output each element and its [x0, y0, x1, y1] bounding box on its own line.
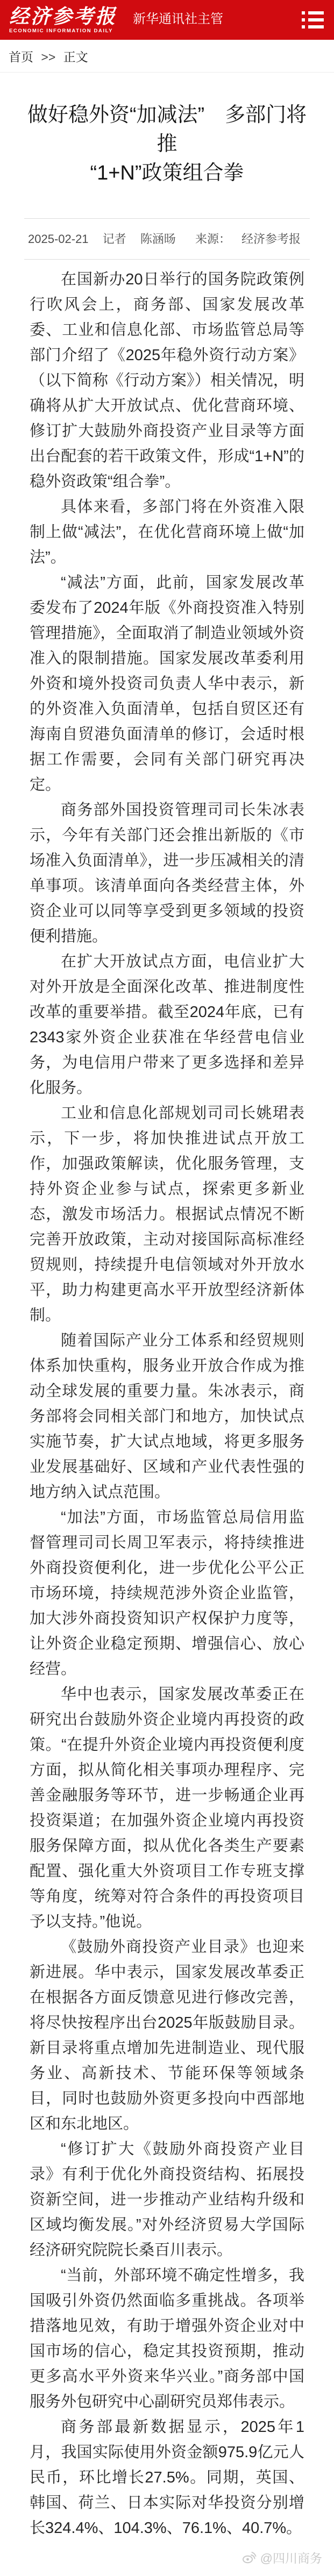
logo-calligraphy-text: 经济参考报	[9, 4, 117, 28]
article-body	[0, 260, 334, 2546]
article-paragraph: “减法”方面，此前，国家发展改革委发布了2024年版《外商投资准入特别管理措施》，全面取消了制造业领域外资准入的限制措施。国家发展改革委利用外资和境外投资司负责人华中表示，新的外资准入负面清单，包括自贸区还有海南自贸港负面清单的修订，会适时根据工作需要，会同有关部门研究再决定。	[30, 574, 304, 793]
article-paragraph: “修订扩大《鼓励外商投资产业目录》有利于优化外商投资结构、拓展投资新空间，进一步推动产业结构升级和区域均衡发展。”对外经济贸易大学国际经济研究院院长桑百川表示。	[30, 2140, 304, 2259]
article-paragraph: 商务部最新数据显示，2025年1月，我国实际使用外资金额975.9亿元人民币，环比增长27.5%。同期，英国、韩国、荷兰、日本实际对华投资分别增长324.4%、104.3%、76.1%、40.7%。	[30, 2418, 304, 2537]
menu-dot	[302, 11, 305, 15]
breadcrumb-current: 正文	[63, 50, 88, 64]
article-title	[0, 86, 334, 204]
newspaper-logo[interactable]	[9, 6, 117, 34]
article-paragraph: 工业和信息化部规划司司长姚珺表示，下一步，将加快推进试点开放工作，加强政策解读，优化服务管理，支持外资企业参与试点，探索更多新业态，激发市场活力。根据试点情况不断完善开放政策，主动对接国际高标准经贸规则，持续提升电信领域对外开放水平，助力构建更高水平开放型经济新体制。	[30, 1104, 304, 1324]
meta-source-label: 来源：	[195, 232, 231, 246]
article-meta-row	[0, 219, 334, 259]
menu-bar	[308, 25, 324, 28]
breadcrumb-separator: >>	[41, 50, 56, 64]
article-paragraph: 随着国际产业分工体系和经贸规则体系加快重构，服务业开放合作成为推动全球发展的重要力量。朱冰表示，商务部将会同相关部门和地方，加快试点实施节奏，扩大试点地域，将更多服务业发展基础好、区域和产业代表性强的地方纳入试点范围。	[30, 1332, 304, 1501]
breadcrumb	[0, 40, 334, 73]
menu-bar	[308, 11, 324, 15]
article-paragraph: “当前，外部环境不确定性增多，我国吸引外资仍然面临多重挑战。各项举措落地见效，有助于增强外资企业对中国市场的信心，稳定其投资预期，推动更多高水平外资来华兴业。”商务部中国服务外包研究中心副研究员郑伟表示。	[30, 2266, 304, 2410]
menu-list-icon[interactable]	[301, 9, 325, 31]
article-paragraph: 具体来看，多部门将在外资准入限制上做“减法”，在优化营商环境上做“加法”。	[30, 498, 304, 566]
menu-dot	[302, 25, 305, 28]
article-paragraph: 在扩大开放试点方面，电信业扩大对外开放是全面深化改革、推进制度性改革的重要举措。截至2024年底，已有2343家外资企业获准在华经营电信业务，为电信用户带来了更多选择和差异化服务。	[30, 953, 304, 1097]
article-paragraph: 《鼓励外商投资产业目录》也迎来新进展。华中表示，国家发展改革委正在根据各方面反馈意见进行修改完善，将尽快按程序出台2025年版鼓励目录。新目录将重点增加先进制造业、现代服务业、高新技术、节能环保等领域条目，同时也鼓励外资更多投向中西部地区和东北地区。	[30, 1938, 304, 2133]
menu-dot	[302, 18, 305, 22]
supervisor-label: 新华通讯社主管	[133, 11, 223, 26]
logo-english-subtitle: ECONOMIC INFORMATION DAILY	[9, 28, 113, 34]
breadcrumb-home-link[interactable]: 首页	[9, 50, 33, 64]
article-title-line2: “1+N”政策组合拳	[90, 162, 244, 185]
meta-source-name: 经济参考报	[241, 232, 301, 246]
meta-source	[190, 232, 306, 246]
meta-date: 2025-02-21	[28, 232, 89, 246]
weibo-icon	[242, 2551, 257, 2564]
watermark-account: @四川商务	[260, 2551, 322, 2565]
article-paragraph: “加法”方面，市场监管总局信用监督管理司司长周卫军表示，将持续推进外商投资便利化，进一步优化公平公正市场环境，持续规范涉外资企业监管，加大涉外商投资知识产权保护力度等，让外资企业稳定预期、增强信心、放心经营。	[30, 1508, 304, 1678]
menu-icon-row	[302, 25, 324, 28]
watermark	[0, 2546, 334, 2576]
header-banner	[0, 0, 334, 40]
article-paragraph: 华中也表示，国家发展改革委正在研究出台鼓励外资企业境内再投资的政策。“在提升外资企业境内再投资便利度方面，拟从简化相关事项办理程序、完善金融服务等环节，进一步畅通企业再投资渠道；在加强外资企业境内再投资服务保障方面，拟从优化各类生产要素配置、强化重大外资项目工作专班支撑等角度，统筹对符合条件的再投资项目予以支持。”他说。	[30, 1685, 304, 1930]
article-paragraph: 商务部外国投资管理司司长朱冰表示，今年有关部门还会推出新版的《市场准入负面清单》，进一步压减相关的清单事项。该清单面向各类经营主体，外资企业可以同等享受到更多领域的投资便利措施。	[30, 801, 304, 945]
meta-reporter-name: 陈涵旸	[140, 232, 176, 246]
menu-bar	[308, 18, 324, 22]
menu-icon-row	[302, 11, 324, 15]
menu-icon-row	[302, 18, 324, 22]
meta-reporter-label: 记者	[102, 232, 126, 246]
article-paragraph: 在国新办20日举行的国务院政策例行吹风会上，商务部、国家发展改革委、工业和信息化部、市场监管总局等部门介绍了《2025年稳外资行动方案》（以下简称《行动方案》）相关情况，明确将从扩大开放试点、优化营商环境、修订扩大鼓励外商投资产业目录等方面出台配套的若干政策文件，形成“1+N”的稳外资政策“组合拳”。	[30, 270, 304, 490]
article-title-line1: 做好稳外资“加减法” 多部门将推	[27, 104, 307, 156]
